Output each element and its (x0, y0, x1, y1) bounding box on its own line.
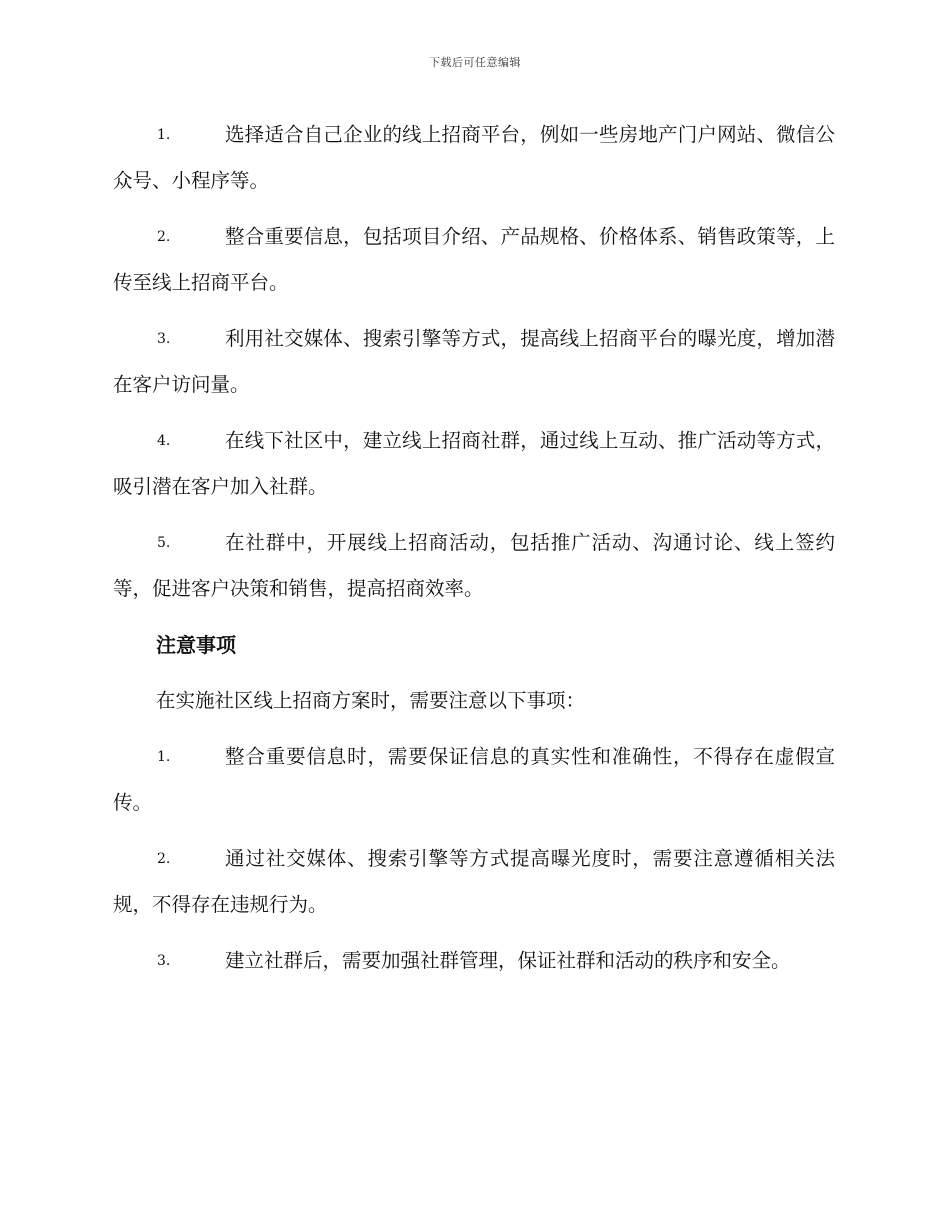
step-text: 选择适合自己企业的线上招商平台，例如一些房地产门户网站、微信公众号、小程序等。 (113, 123, 835, 192)
section-intro: 在实施社区线上招商方案时，需要注意以下事项： (156, 689, 586, 712)
document-body (113, 112, 835, 994)
step-text: 整合重要信息，包括项目介绍、产品规格、价格体系、销售政策等，上传至线上招商平台。 (113, 225, 835, 294)
step-number: 4. (157, 433, 171, 449)
note-item (113, 938, 835, 984)
step-item (113, 316, 835, 408)
page-header: 下载后可任意编辑 (429, 56, 521, 69)
note-number: 2. (157, 851, 171, 867)
note-number: 1. (157, 749, 171, 765)
step-item (113, 214, 835, 306)
step-item (113, 418, 835, 510)
note-number: 3. (157, 953, 171, 969)
step-item (113, 520, 835, 612)
note-item (113, 734, 835, 826)
step-number: 2. (157, 229, 171, 245)
step-number: 3. (157, 331, 171, 347)
note-text: 建立社群后，需要加强社群管理，保证社群和活动的秩序和安全。 (225, 949, 791, 972)
note-text: 整合重要信息时，需要保证信息的真实性和准确性，不得存在虚假宣传。 (113, 745, 835, 814)
section-heading: 注意事项 (156, 633, 236, 657)
step-text: 在社群中，开展线上招商活动，包括推广活动、沟通讨论、线上签约等，促进客户决策和销售，提高招商效率。 (113, 531, 835, 600)
step-item (113, 112, 835, 204)
note-text: 通过社交媒体、搜索引擎等方式提高曝光度时，需要注意遵循相关法规，不得存在违规行为。 (113, 847, 835, 916)
step-number: 5. (157, 535, 171, 551)
step-text: 利用社交媒体、搜索引擎等方式，提高线上招商平台的曝光度，增加潜在客户访问量。 (113, 327, 835, 396)
note-item (113, 836, 835, 928)
step-text: 在线下社区中，建立线上招商社群，通过线上互动、推广活动等方式，吸引潜在客户加入社群。 (113, 429, 835, 498)
step-number: 1. (157, 127, 171, 143)
